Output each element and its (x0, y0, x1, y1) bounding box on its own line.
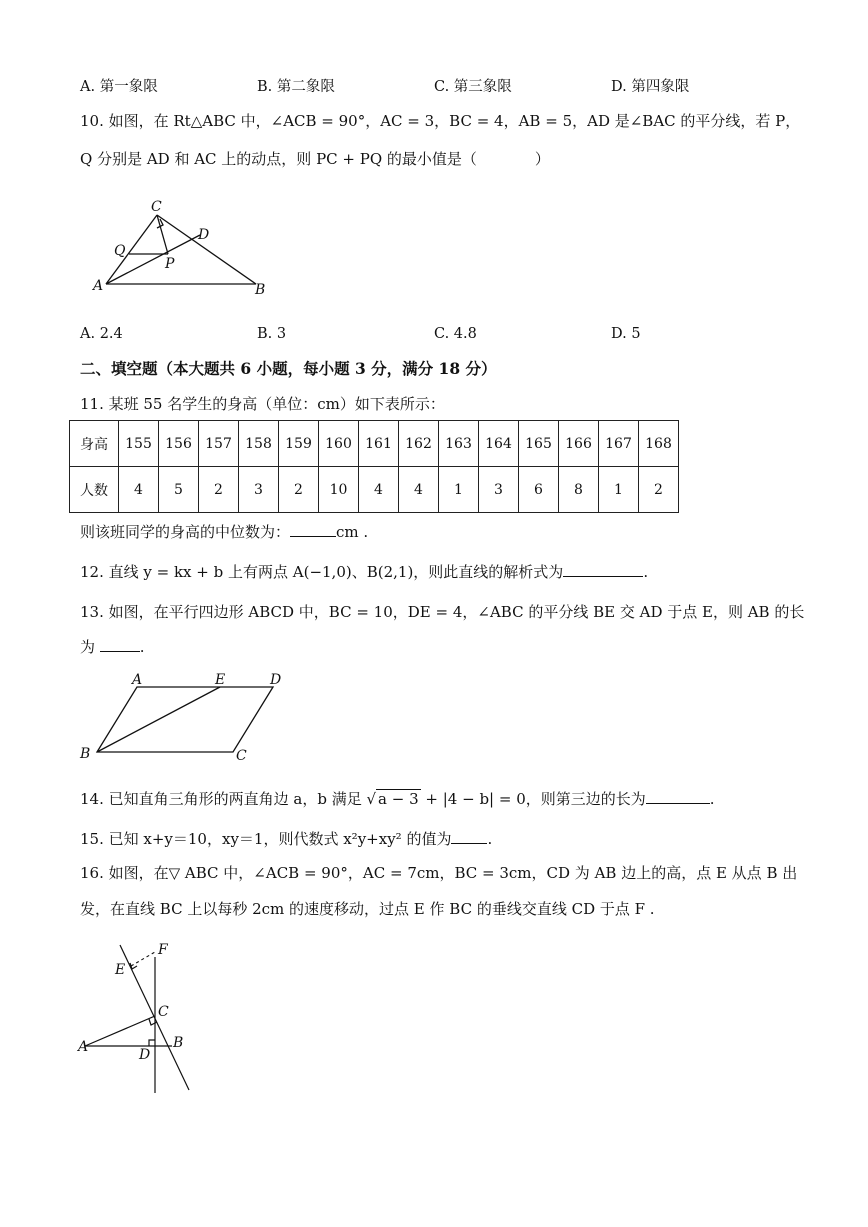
q11-question-text: 则该班同学的身高的中位数为： (80, 523, 291, 541)
table-cell: 4 (399, 467, 439, 513)
q15-end: . (487, 830, 493, 848)
table-cell: 168 (639, 421, 679, 467)
table-cell: 3 (239, 467, 279, 513)
label-d: D (139, 1047, 151, 1063)
q12-stem (80, 561, 648, 582)
table-cell: 155 (119, 421, 159, 467)
table-cell: 2 (199, 467, 239, 513)
table-cell: 3 (479, 467, 519, 513)
q12-text: 12. 直线 y = kx + b 上有两点 A(−1,0)、B(2,1)，则此直线的解析式为 (80, 563, 564, 581)
q9-option-b: B. 第二象限 (257, 79, 335, 95)
q13-text: 为 (80, 638, 96, 656)
right-angle-mark-d (149, 1040, 155, 1046)
q11-question (80, 521, 368, 542)
table-cell: 159 (279, 421, 319, 467)
table-cell: 2 (639, 467, 679, 513)
q10-close-paren: ） (534, 150, 550, 168)
label-e: E (115, 962, 126, 978)
q10-option-a: A. 2.4 (80, 326, 123, 342)
q14-end: . (709, 790, 715, 808)
table-cell: 4 (359, 467, 399, 513)
label-a: A (93, 278, 104, 294)
label-d: D (198, 227, 210, 243)
table-cell: 5 (159, 467, 199, 513)
table-cell: 167 (599, 421, 639, 467)
q13-stem-line1: 13. 如图，在平行四边形 ABCD 中，BC = 10，DE = 4，∠ABC 的平分线 BE 交 AD 于点 E，则 AB 的长 (80, 603, 805, 621)
label-f: F (158, 942, 168, 958)
section-title: 二、填空题（本大题共 6 小题，每小题 3 分，满分 18 分） (80, 359, 497, 378)
label-e: E (215, 672, 226, 688)
q14-text: 14. 已知直角三角形的两直角边 a，b 满足 (80, 790, 362, 808)
height-table (69, 420, 679, 513)
table-cell: 166 (559, 421, 599, 467)
table-cell: 6 (519, 467, 559, 513)
table-head-height: 身高 (70, 421, 119, 467)
table-cell: 163 (439, 421, 479, 467)
table-cell: 165 (519, 421, 559, 467)
table-cell: 157 (199, 421, 239, 467)
q16-stem-line2: 发，在直线 BC 上以每秒 2cm 的速度移动，过点 E 作 BC 的垂线交直线 CD 于点 F . (80, 900, 655, 918)
q10-stem-line2 (80, 148, 550, 169)
q9-option-d: D. 第四象限 (611, 79, 690, 95)
q14-stem: 14. 已知直角三角形的两直角边 a，b 满足 √ a − 3 + |4 − b| = 0，则第三边的长为 . (80, 790, 715, 808)
table-cell: 8 (559, 467, 599, 513)
segment-ac (85, 1016, 155, 1046)
table-cell: 162 (399, 421, 439, 467)
table-cell: 158 (239, 421, 279, 467)
answer-blank[interactable] (100, 637, 140, 652)
label-b: B (173, 1035, 184, 1051)
label-d: D (270, 672, 282, 688)
answer-blank[interactable] (290, 522, 336, 537)
q13-parallelogram-figure (75, 665, 295, 770)
label-a: A (78, 1039, 89, 1055)
label-c: C (151, 199, 162, 215)
q13-end: . (139, 638, 145, 656)
label-c: C (236, 748, 247, 764)
table-cell: 2 (279, 467, 319, 513)
dashed-ef (131, 952, 155, 966)
table-cell: 164 (479, 421, 519, 467)
table-head-count: 人数 (70, 467, 119, 513)
q13-stem-line2 (80, 636, 145, 657)
q10-option-b: B. 3 (257, 326, 287, 342)
label-q: Q (114, 243, 126, 259)
label-b: B (80, 746, 91, 762)
table-cell: 10 (319, 467, 359, 513)
label-b: B (255, 282, 266, 298)
table-cell: 160 (319, 421, 359, 467)
q10-option-d: D. 5 (611, 326, 641, 342)
q9-option-c: C. 第三象限 (434, 79, 512, 95)
label-p: P (165, 256, 175, 272)
table-cell: 1 (599, 467, 639, 513)
parallelogram-abcd (97, 687, 273, 752)
table-cell: 4 (119, 467, 159, 513)
answer-blank[interactable] (563, 562, 643, 577)
q10-stem-line1: 10. 如图，在 Rt△ABC 中，∠ACB = 90°，AC = 3，BC = 4，AB = 5，AD 是∠BAC 的平分线，若 P， (80, 112, 801, 130)
q11-intro: 11. 某班 55 名学生的身高（单位：cm）如下表所示： (80, 395, 445, 413)
q16-stem-line1: 16. 如图，在▽ ABC 中，∠ACB = 90°，AC = 7cm，BC = 3cm，CD 为 AB 边上的高，点 E 从点 B 出 (80, 864, 798, 882)
q15-stem (80, 828, 492, 849)
q10-triangle-figure (88, 195, 278, 300)
label-a: A (132, 672, 143, 688)
table-cell: 1 (439, 467, 479, 513)
q10-stem-line2-text: Q 分别是 AD 和 AC 上的动点，则 PC + PQ 的最小值是（ (80, 150, 477, 168)
table-cell: 156 (159, 421, 199, 467)
table-row (70, 421, 679, 467)
q10-option-c: C. 4.8 (434, 326, 477, 342)
q9-option-a: A. 第一象限 (80, 79, 158, 95)
bisector-be (97, 687, 220, 752)
answer-blank[interactable] (451, 829, 487, 844)
q16-figure (75, 935, 205, 1100)
q11-unit: cm . (336, 523, 369, 541)
table-cell: 161 (359, 421, 399, 467)
q15-text: 15. 已知 x+y＝10，xy＝1，则代数式 x²y+xy² 的值为 (80, 830, 452, 848)
sqrt-expression: a − 3 (378, 790, 419, 808)
label-c: C (158, 1004, 169, 1020)
answer-blank[interactable] (646, 789, 710, 804)
q12-end: . (643, 563, 649, 581)
q14-text-mid: + |4 − b| = 0，则第三边的长为 (425, 790, 646, 808)
table-row (70, 467, 679, 513)
